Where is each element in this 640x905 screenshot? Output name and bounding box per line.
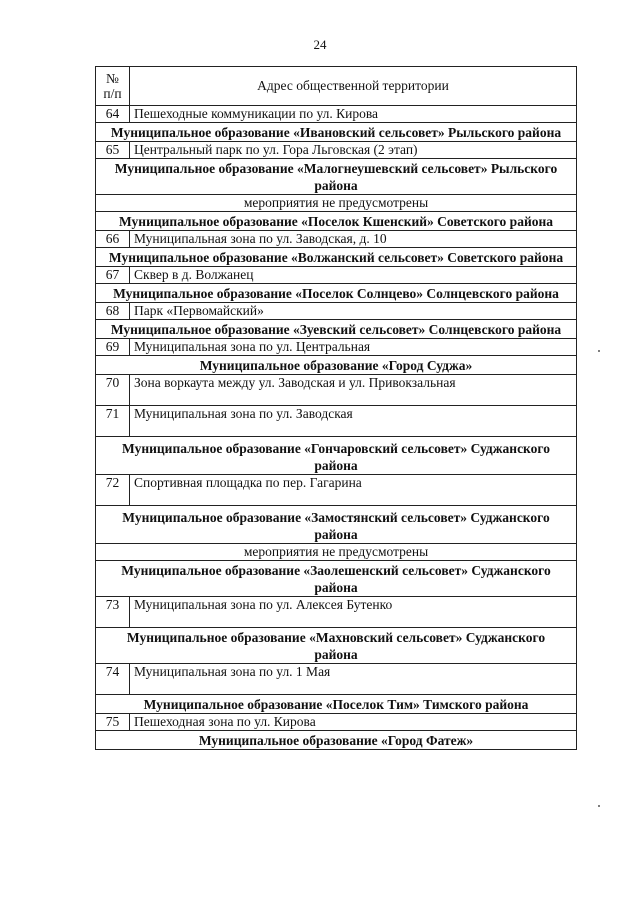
section-heading: Муниципальное образование «Волжанский сельсовет» Советского района [96, 248, 577, 267]
row-number: 69 [96, 339, 130, 356]
table-header-row [96, 67, 577, 106]
section-heading: Муниципальное образование «Малогнеушевский сельсовет» Рыльского района [96, 159, 577, 195]
section-row [96, 320, 577, 339]
row-number: 66 [96, 231, 130, 248]
table-row [96, 375, 577, 406]
row-address: Муниципальная зона по ул. Алексея Бутенко [130, 597, 577, 628]
section-heading: Муниципальное образование «Город Суджа» [96, 356, 577, 375]
row-number: 67 [96, 267, 130, 284]
section-row [96, 695, 577, 714]
section-row [96, 356, 577, 375]
note-row [96, 195, 577, 212]
section-heading: Муниципальное образование «Замостянский сельсовет» Суджанского района [96, 506, 577, 544]
section-row [96, 284, 577, 303]
table-row [96, 475, 577, 506]
table-row [96, 267, 577, 284]
row-address: Муниципальная зона по ул. 1 Мая [130, 664, 577, 695]
row-number: 68 [96, 303, 130, 320]
section-heading: Муниципальное образование «Город Фатеж» [96, 731, 577, 750]
section-row [96, 731, 577, 750]
row-number: 73 [96, 597, 130, 628]
section-heading: Муниципальное образование «Поселок Кшенский» Советского района [96, 212, 577, 231]
table-row [96, 406, 577, 437]
row-number: 72 [96, 475, 130, 506]
section-heading: Муниципальное образование «Заолешенский сельсовет» Суджанского района [96, 561, 577, 597]
table-row [96, 142, 577, 159]
row-address: Зона воркаута между ул. Заводская и ул. Привокзальная [130, 375, 577, 406]
table-row [96, 339, 577, 356]
section-row [96, 123, 577, 142]
row-number: 70 [96, 375, 130, 406]
page-number: 24 [313, 37, 327, 52]
section-heading: Муниципальное образование «Гончаровский сельсовет» Суджанского района [96, 437, 577, 475]
table-row [96, 303, 577, 320]
row-number: 75 [96, 714, 130, 731]
section-row [96, 437, 577, 475]
section-heading: Муниципальное образование «Махновский сельсовет» Суджанского района [96, 628, 577, 664]
row-number: 71 [96, 406, 130, 437]
section-row [96, 628, 577, 664]
header-num-abbrev: п/п [103, 86, 122, 101]
row-address: Муниципальная зона по ул. Центральная [130, 339, 577, 356]
column-header-number [96, 67, 130, 106]
section-row [96, 561, 577, 597]
table-row [96, 597, 577, 628]
row-number: 64 [96, 106, 130, 123]
row-address: Центральный парк по ул. Гора Льговская (2 этап) [130, 142, 577, 159]
section-heading: Муниципальное образование «Поселок Тим» Тимского района [96, 695, 577, 714]
note-row [96, 544, 577, 561]
section-row [96, 212, 577, 231]
section-row [96, 506, 577, 544]
no-measures-note: мероприятия не предусмотрены [96, 195, 577, 212]
scan-speck [598, 805, 600, 807]
table-row [96, 231, 577, 248]
no-measures-note: мероприятия не предусмотрены [96, 544, 577, 561]
row-address: Спортивная площадка по пер. Гагарина [130, 475, 577, 506]
scan-speck [598, 350, 600, 352]
table-row [96, 664, 577, 695]
table-row [96, 714, 577, 731]
section-heading: Муниципальное образование «Ивановский сельсовет» Рыльского района [96, 123, 577, 142]
section-heading: Муниципальное образование «Поселок Солнцево» Солнцевского района [96, 284, 577, 303]
column-header-address: Адрес общественной территории [130, 67, 577, 106]
row-address: Муниципальная зона по ул. Заводская, д. 10 [130, 231, 577, 248]
row-address: Муниципальная зона по ул. Заводская [130, 406, 577, 437]
row-address: Парк «Первомайский» [130, 303, 577, 320]
section-row [96, 159, 577, 195]
section-row [96, 248, 577, 267]
row-number: 65 [96, 142, 130, 159]
row-address: Пешеходная зона по ул. Кирова [130, 714, 577, 731]
table-row [96, 106, 577, 123]
row-address: Пешеходные коммуникации по ул. Кирова [130, 106, 577, 123]
header-num-symbol: № [106, 71, 119, 86]
section-heading: Муниципальное образование «Зуевский сельсовет» Солнцевского района [96, 320, 577, 339]
row-address: Сквер в д. Волжанец [130, 267, 577, 284]
territories-table [95, 66, 577, 750]
row-number: 74 [96, 664, 130, 695]
